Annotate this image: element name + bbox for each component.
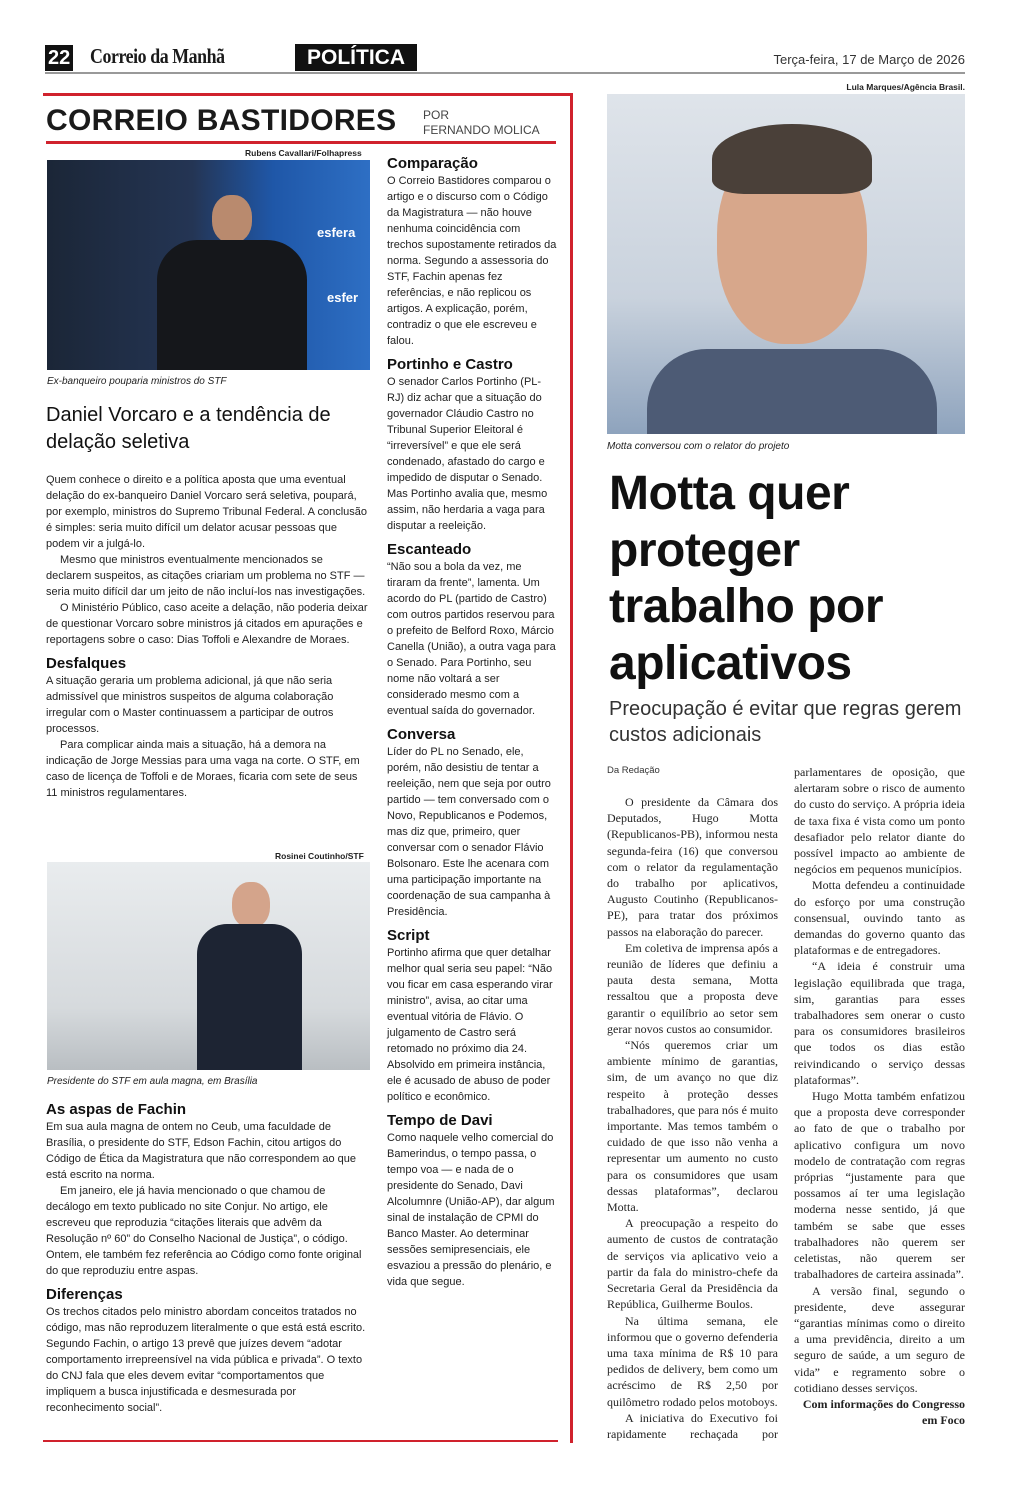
title-underline [46,141,556,144]
byline-author: FERNANDO MOLICA [423,123,540,137]
side-notes [387,152,557,1290]
photo-caption: Presidente do STF em aula magna, em Brasília [47,1076,258,1087]
paragraph: A preocupação a respeito do aumento de custos de contratação de serviços via aplicativo veio a partir da fala do ministro-chefe da Secretaria Geral da Presidência da República, Guilherme Boulos. [607,1216,778,1312]
article-headline: Motta quer proteger trabalho por aplicativos [609,467,884,690]
photo-sign: esfer [327,290,359,305]
photo-sign: esfera [317,225,356,240]
left-column-text [46,472,368,801]
person-body [157,240,307,370]
article-signoff: Com informações do Congresso em Foco [802,1396,965,1428]
article-deck: Preocupação é evitar que regras gerem custos adicionais [609,698,962,746]
paragraph: Motta defendeu a continuidade do esforço por uma construção consensual, ouvindo tanto as demandas do governo quanto das plataformas e de entregadores. [794,878,965,958]
subhead: Escanteado [387,541,472,558]
paragraph: A versão final, segundo o presidente, deve assegurar “garantias mínimas como o direito a uma previdência, direito a um seguro de saúde, a um seguro de vida” e regramento sobre o cotidiano desses serviços. [794,1283,965,1395]
paragraph: Em coletiva de imprensa após a reunião de líderes que definiu a pauta desta semana, Motta ressaltou que a proposta deve garantir o equilíbrio ao setor sem gerar novos custos ao consumidor. [607,940,778,1036]
paragraph: A situação geraria um problema adicional, já que não seria admissível que ministros suspeitos de alguma colaboração irregular com o Master continuassem a participar de outros processos. [46,675,334,735]
subhead: Portinho e Castro [387,356,513,373]
header-divider [45,72,965,74]
left-column-text-2 [46,1094,368,1416]
paragraph: Hugo Motta também enfatizou que a proposta deve corresponder ao fato de que o trabalho por aplicativo configura um novo modelo de contratação com regras próprias “justamente para que possamos aí ter uma legislação moderna nesse sentido, já que também se sabe que esses trabalhadores não querem ser celetistas, não querem ser trabalhadores de carteira assinada”. [794,1089,965,1282]
column-title: CORREIO BASTIDORES [46,104,397,137]
photo-caption: Motta conversou com o relator do projeto [607,441,790,452]
paragraph: A iniciativa do Executivo foi rapidamente rechaçada por parlamentares de oposição, que alertaram sobre o risco de aumento do custo do serviço. A própria ideia de taxa fixa é vista como um ponto desafiador pelo relator diante do possível impacto ao ambiente de negócios em pequenos municípios. [607,765,965,1441]
subhead: Comparação [387,155,478,172]
person-hair [712,124,872,194]
vorcaro-photo [47,160,370,370]
paragraph: Em sua aula magna de ontem no Ceub, uma faculdade de Brasília, o presidente do STF, Edson Fachin, citou artigos do Código de Ética da Magistratura que não correspondem ao que está escrito na norma. [46,1121,357,1181]
subhead: Diferenças [46,1286,123,1303]
byline-por: POR [423,108,450,122]
person-head [232,882,270,928]
paragraph: Líder do PL no Senado, ele, porém, não desistiu de tentar a reeleição, nem que seja por outro partido — tem conversado com o Novo, Republicanos e Podemos, mas diz que, primeiro, quer conversar com o senador Flávio Bolsonaro. Este lhe acenara com uma participação importante na coordenação de sua campanha à Presidência. [387,746,551,918]
paragraph: Para complicar ainda mais a situação, há a demora na indicação de Jorge Messias para uma vaga na corte. O STF, em caso de licença de Toffoli e de Moraes, ficaria com sete de seus 11 ministros regulamentares. [46,739,360,799]
motta-photo [607,94,965,434]
subhead: As aspas de Fachin [46,1101,187,1118]
column-byline [423,108,540,138]
subhead: Script [387,927,430,944]
subhead: Tempo de Davi [387,1112,493,1129]
page-number: 22 [45,45,73,71]
person-head [212,195,252,243]
photo-credit: Lula Marques/Agência Brasil. [846,82,965,92]
lead-headline: Daniel Vorcaro e a tendência de delação seletiva [46,404,331,453]
paragraph: Na última semana, ele informou que o governo defenderia uma taxa mínima de R$ 10 para pedidos de delivery, bem como um acréscimo de R$ 2,50 por quilômetro rodado pelos motoboys. [607,1313,778,1409]
section-label: POLÍTICA [295,44,417,71]
fachin-photo [47,862,370,1070]
subhead: Desfalques [46,655,127,672]
subhead: Conversa [387,726,456,743]
photo-credit: Rubens Cavallari/Folhapress [245,148,362,158]
issue-date: Terça-feira, 17 de Março de 2026 [773,52,965,67]
paragraph: “Nós queremos criar um ambiente mínimo de garantias, sim, de um avanço no que diz respeito à proteção desses trabalhadores, que para nós é muito importante. Mas temos também o cuidado de que isso não venha a representar um aumento no custo para os consumidores que usam dessas plataformas”, declarou Motta. [607,1038,778,1215]
photo-credit: Rosinei Coutinho/STF [275,851,364,861]
paragraph: O Correio Bastidores comparou o artigo e o discurso com o Código da Magistratura — não houve nenhuma coincidência com trechos supostamente retirados da norma. Segundo a assessoria do STF, Fachin apenas fez referências, e não replicou os artigos. A explicação, porém, contradiz o que ele escreveu e falou. [387,175,557,347]
paragraph: Como naquele velho comercial do Bamerindus, o tempo passa, o tempo voa — e nada de o presidente do Senado, Davi Alcolumnre (União-AP), dar algum sinal de instalação de CPMI do Banco Master. Ao determinar sessões semipresenciais, ele esvaziou a pressão do plenário, e vida que segue. [387,1132,555,1288]
paragraph: Quem conhece o direito e a política aposta que uma eventual delação do ex-banqueiro Daniel Vorcaro será seletiva, poupará, por exemplo, ministros do Supremo Tribunal Federal. A conclusão é simples: seria muito difícil um delator acusar pessoas que podem vir a julgá-lo. [46,474,367,550]
paragraph: Em janeiro, ele já havia mencionado o que chamou de decálogo em texto publicado no site Conjur. No artigo, ele escreveu que reproduzia “citações literais que advêm da Resolução nº 60” do Conselho Nacional de Justiça”, o código. Ontem, ele também fez referência ao Código como fonte original do que reproduziu entre aspas. [46,1185,362,1277]
paragraph: “Não sou a bola da vez, me tiraram da frente”, lamenta. Um acordo do PL (partido de Castro) com outros partidos reservou para o prefeito de Belford Roxo, Márcio Canella (União), a outra vaga para o Senado. Para Portinho, seu nome não voltará a ser considerado mesmo com a eventual saída do governador. [387,561,556,717]
paragraph: O senador Carlos Portinho (PL-RJ) diz achar que a situação do governador Cláudio Castro no Tribunal Superior Eleitoral é “irreversível” e que ele será condenado, afastado do cargo e impedido de disputar o Senado. Mas Portinho avalia que, mesmo assim, não herdaria a vaga para disputar a reeleição. [387,376,548,532]
article-body [607,764,965,1442]
paragraph: O presidente da Câmara dos Deputados, Hugo Motta (Republicanos-PB), informou nesta segunda-feira (16) que conversou com o relator da regulamentação do trabalho por aplicativos, Augusto Coutinho (Republicanos-PE), para tratar dos próximos passos na elaboração do parecer. [607,795,778,939]
photo-caption: Ex-banqueiro pouparia ministros do STF [47,376,227,387]
paragraph: Os trechos citados pelo ministro abordam conceitos tratados no código, mas não reproduzem literalmente o que está está escrito. Segundo Fachin, o artigo 13 prevê que juízes devem “adotar comportamento irrepreensível na vida pública e privada”. O texto do CNJ fala que eles devem evitar “comportamentos que impliquem a busca injustificada e desmesurada por reconhecimento social”. [46,1306,366,1414]
paragraph: “A ideia é construir uma legislação equilibrada que traga, sim, garantias para esses trabalhadores sem onerar o custo para os consumidores brasileiros que todos os dias estão reivindicando o serviço dessas plataformas”. [794,959,965,1087]
paragraph: O Ministério Público, caso aceite a delação, não poderia deixar de questionar Vorcaro sobre ministros já citados em apurações e reportagens sobre o caso: Dias Toffoli e Alexandre de Moraes. [46,602,368,646]
newspaper-logo: Correio da Manhã [90,44,225,68]
article-byline: Da Redação [607,765,660,776]
column-frame-bottom [43,1440,558,1442]
paragraph: Portinho afirma que quer detalhar melhor qual seria seu papel: “Não vou ficar em casa esperando virar ministro”, avisa, ao citar uma eventual vitória de Flávio. O julgamento de Castro será retomado no próximo dia 24. Absolvido em primeira instância, ele é acusado de abuso de poder político e econômico. [387,947,553,1103]
paragraph: Mesmo que ministros eventualmente mencionados se declarem suspeitos, as citações criariam um problema no STF — seria muito difícil dar um jeito de não incluí-los nas investigações. [46,554,366,598]
person-suit [647,349,937,434]
person-body [197,924,302,1070]
